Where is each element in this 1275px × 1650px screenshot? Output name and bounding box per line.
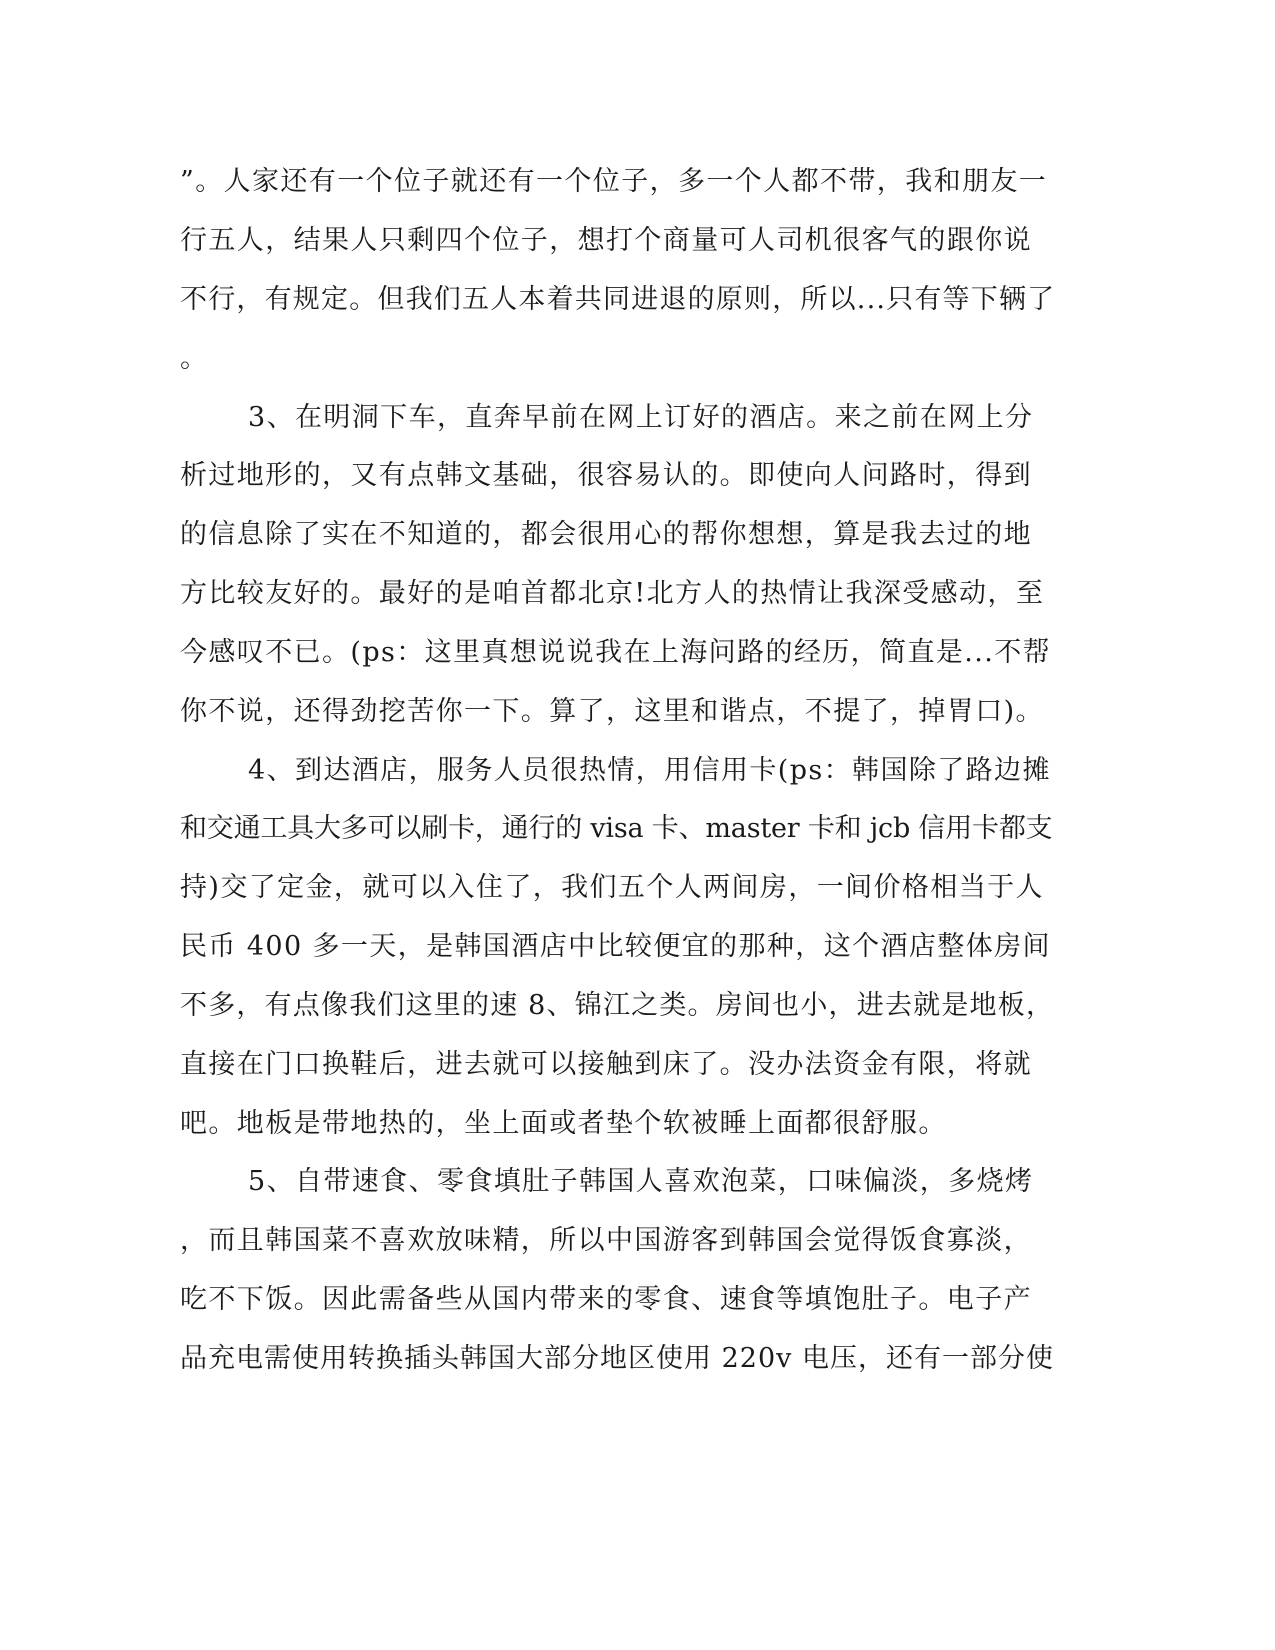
text-line: ”。人家还有一个位子就还有一个位子，多一个人都不带，我和朋友一 bbox=[180, 166, 1048, 197]
text-line: 和交通工具大多可以刷卡，通行的 visa 卡、master 卡和 jcb 信用卡都支 bbox=[180, 813, 1053, 844]
text-line: 直接在门口换鞋后，进去就可以接触到床了。没办法资金有限，将就 bbox=[180, 1049, 1032, 1080]
text-line: 不行，有规定。但我们五人本着共同进退的原则，所以...只有等下辆了 bbox=[180, 284, 1056, 315]
text-line: 民币 400 多一天，是韩国酒店中比较便宜的那种，这个酒店整体房间 bbox=[180, 931, 1051, 962]
paragraph-5-first-line: 5、自带速食、零食填肚子韩国人喜欢泡菜，口味偏淡，多烧烤 bbox=[248, 1166, 1034, 1197]
text-line: 。 bbox=[180, 343, 209, 374]
text-line: 吃不下饭。因此需备些从国内带来的零食、速食等填饱肚子。电子产 bbox=[180, 1284, 1032, 1315]
text-line: 行五人，结果人只剩四个位子，想打个商量可人司机很客气的跟你说 bbox=[180, 225, 1032, 256]
paragraph-4-first-line: 4、到达酒店，服务人员很热情，用信用卡(ps：韩国除了路边摊 bbox=[248, 755, 1051, 786]
text-line: 持)交了定金，就可以入住了，我们五个人两间房，一间价格相当于人 bbox=[180, 872, 1044, 903]
text-line: 析过地形的，又有点韩文基础，很容易认的。即使向人问路时，得到 bbox=[180, 460, 1032, 491]
text-line: 的信息除了实在不知道的，都会很用心的帮你想想，算是我去过的地 bbox=[180, 519, 1032, 550]
text-line: 不多，有点像我们这里的速 8、锦江之类。房间也小，进去就是地板， bbox=[180, 990, 1055, 1021]
text-line: 吧。地板是带地热的，坐上面或者垫个软被睡上面都很舒服。 bbox=[180, 1108, 947, 1139]
paragraph-3-first-line: 3、在明洞下车，直奔早前在网上订好的酒店。来之前在网上分 bbox=[248, 402, 1034, 433]
text-line: 你不说，还得劲挖苦你一下。算了，这里和谐点，不提了，掉胃口)。 bbox=[180, 696, 1044, 727]
text-line: 方比较友好的。最好的是咱首都北京!北方人的热情让我深受感动，至 bbox=[180, 578, 1045, 609]
text-line: 品充电需使用转换插头韩国大部分地区使用 220v 电压，还有一部分使 bbox=[180, 1343, 1054, 1374]
text-line: ，而且韩国菜不喜欢放味精，所以中国游客到韩国会觉得饭食寡淡， bbox=[180, 1225, 1032, 1256]
text-line: 今感叹不已。(ps：这里真想说说我在上海问路的经历，简直是...不帮 bbox=[180, 637, 1052, 668]
